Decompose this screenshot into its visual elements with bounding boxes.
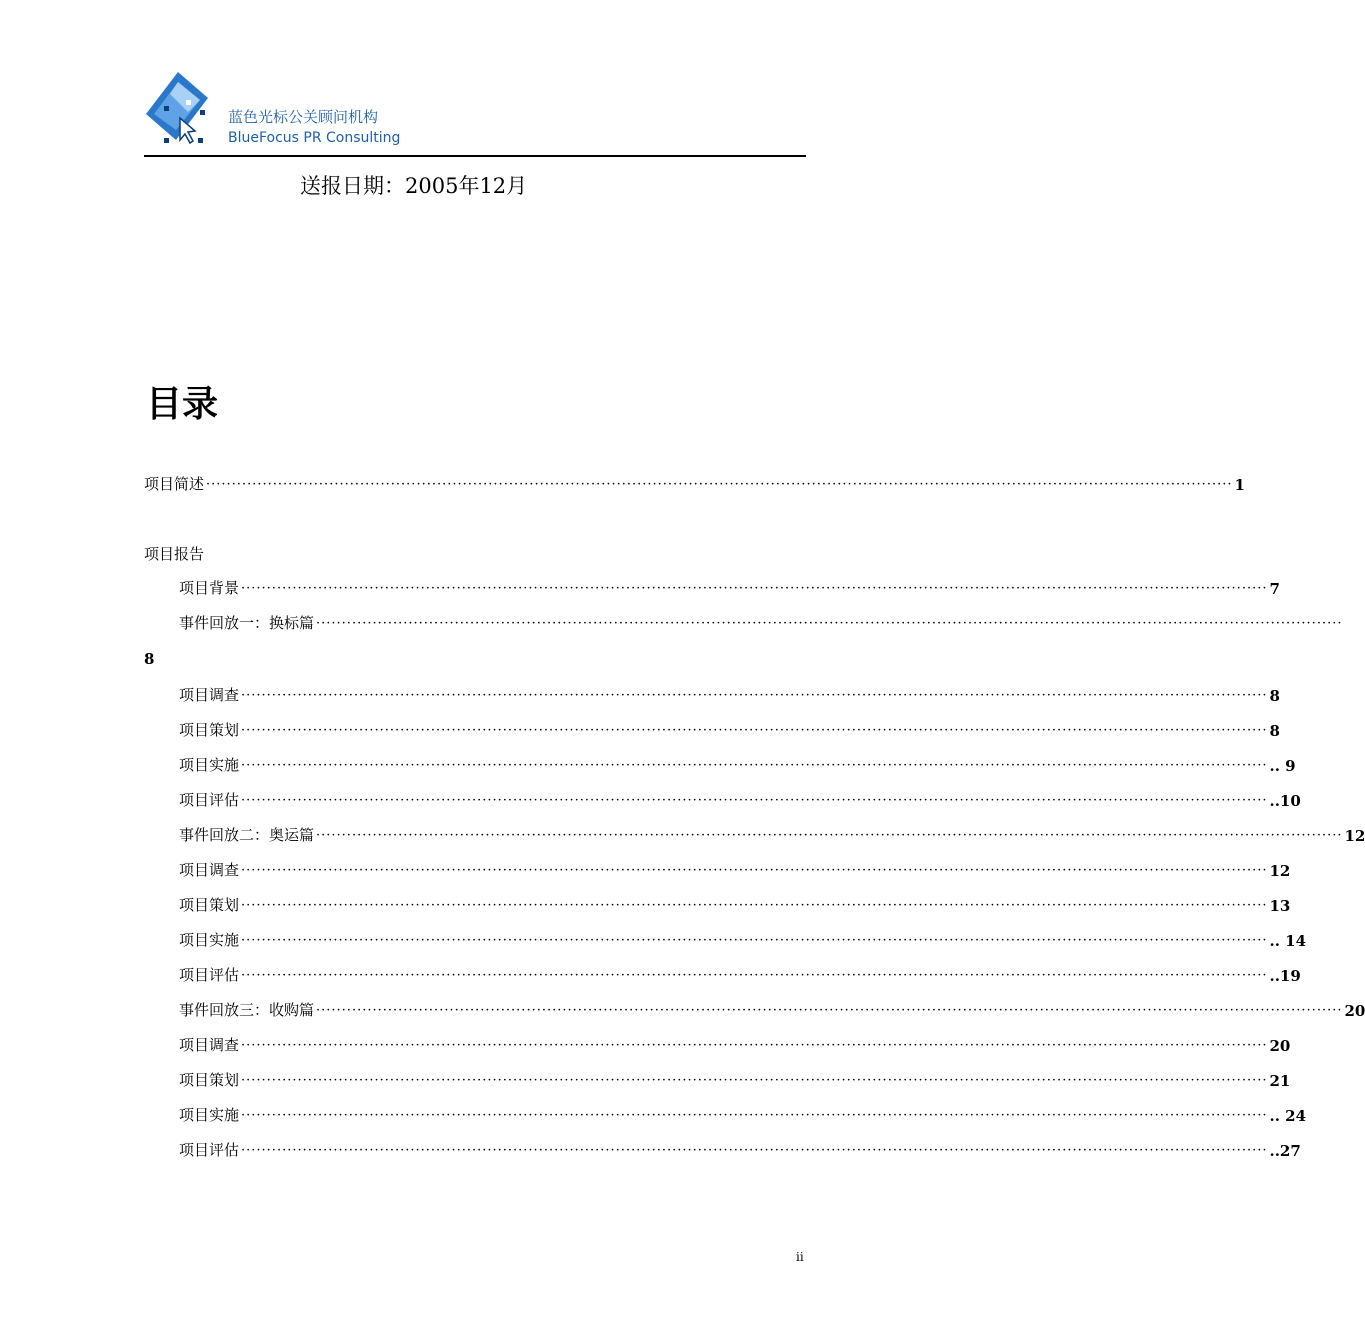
toc-dot-leader: ········································································································································································································ bbox=[316, 616, 1343, 631]
toc-dot-leader: ········································································································································································································ bbox=[241, 898, 1268, 913]
toc-entry-survey[interactable] bbox=[179, 1033, 1291, 1055]
footer-page-number: ii bbox=[796, 1250, 804, 1264]
toc-entry-event1-page: 8 bbox=[144, 650, 155, 668]
toc-entry-page: 13 bbox=[1269, 897, 1291, 915]
toc-entry-event1[interactable] bbox=[179, 611, 1343, 633]
toc-entry-evaluation[interactable] bbox=[179, 1138, 1301, 1160]
toc-dot-leader: ········································································································································································································ bbox=[241, 968, 1268, 983]
toc-entry-survey[interactable] bbox=[179, 683, 1280, 705]
toc-entry-page: .. 24 bbox=[1269, 1107, 1307, 1125]
toc-entry-implementation[interactable] bbox=[179, 753, 1296, 775]
toc-entry-event2[interactable] bbox=[179, 823, 1365, 845]
toc-entry-background[interactable] bbox=[179, 576, 1280, 598]
toc-title: 目录 bbox=[146, 384, 219, 425]
toc-entry-planning[interactable] bbox=[179, 1068, 1291, 1090]
toc-dot-leader: ········································································································································································································ bbox=[241, 933, 1268, 948]
toc-dot-leader: ········································································································································································································ bbox=[316, 1003, 1343, 1018]
toc-dot-leader: ········································································································································································································ bbox=[316, 828, 1343, 843]
toc-entry-page: 20 bbox=[1344, 1002, 1365, 1020]
toc-entry-page: 20 bbox=[1269, 1037, 1291, 1055]
toc-entry-page: .. 14 bbox=[1269, 932, 1307, 950]
toc-entry-planning[interactable] bbox=[179, 893, 1291, 915]
toc-dot-leader: ········································································································································································································ bbox=[241, 1073, 1268, 1088]
toc-entry-label: 项目调查 bbox=[179, 861, 240, 879]
toc-section-heading: 项目报告 bbox=[144, 545, 205, 563]
toc-dot-leader: ········································································································································································································ bbox=[241, 581, 1268, 596]
toc-entry-implementation[interactable] bbox=[179, 928, 1307, 950]
toc-entry-label: 项目评估 bbox=[179, 791, 240, 809]
bluefocus-logo-icon bbox=[142, 68, 222, 148]
toc-entry-implementation[interactable] bbox=[179, 1103, 1307, 1125]
toc-entry-page: ..27 bbox=[1269, 1142, 1301, 1160]
logo-english-name: BlueFocus PR Consulting bbox=[228, 130, 401, 146]
toc-entry-page: 21 bbox=[1269, 1072, 1291, 1090]
toc-entry-page: ..19 bbox=[1269, 967, 1301, 985]
toc-entry-label: 项目评估 bbox=[179, 966, 240, 984]
report-date: 送报日期：2005年12月 bbox=[300, 174, 528, 198]
toc-entry-label: 项目策划 bbox=[179, 896, 240, 914]
logo-chinese-name: 蓝色光标公关顾问机构 bbox=[228, 108, 379, 126]
toc-entry-page: 7 bbox=[1269, 580, 1280, 598]
toc-entry-label: 项目调查 bbox=[179, 1036, 240, 1054]
toc-dot-leader: ········································································································································································································ bbox=[241, 723, 1268, 738]
toc-dot-leader: ········································································································································································································ bbox=[241, 863, 1268, 878]
toc-entry-evaluation[interactable] bbox=[179, 788, 1301, 810]
toc-entry-overview[interactable] bbox=[144, 472, 1245, 494]
toc-dot-leader: ········································································································································································································ bbox=[241, 1143, 1268, 1158]
toc-entry-label: 项目实施 bbox=[179, 1106, 240, 1124]
toc-entry-page: .. 9 bbox=[1269, 757, 1296, 775]
toc-entry-page: 8 bbox=[1269, 687, 1280, 705]
toc-entry-evaluation[interactable] bbox=[179, 963, 1301, 985]
toc-entry-label: 项目策划 bbox=[179, 1071, 240, 1089]
toc-entry-label: 事件回放三：收购篇 bbox=[179, 1001, 315, 1019]
toc-dot-leader: ········································································································································································································ bbox=[241, 793, 1268, 808]
toc-entry-page: 12 bbox=[1344, 827, 1365, 845]
toc-dot-leader: ········································································································································································································ bbox=[241, 758, 1268, 773]
toc-entry-label: 事件回放一：换标篇 bbox=[179, 614, 315, 632]
toc-entry-label: 项目实施 bbox=[179, 756, 240, 774]
company-logo bbox=[142, 68, 404, 152]
toc-dot-leader: ········································································································································································································ bbox=[241, 1038, 1268, 1053]
toc-entry-page: 1 bbox=[1234, 476, 1245, 494]
toc-entry-event3[interactable] bbox=[179, 998, 1365, 1020]
header-rule bbox=[144, 155, 806, 157]
toc-entry-label: 事件回放二：奥运篇 bbox=[179, 826, 315, 844]
toc-entry-label: 项目简述 bbox=[144, 475, 205, 493]
toc-entry-label: 项目实施 bbox=[179, 931, 240, 949]
toc-dot-leader: ········································································································································································································ bbox=[241, 1108, 1268, 1123]
toc-dot-leader: ········································································································································································································ bbox=[241, 688, 1268, 703]
toc-entry-page: 8 bbox=[1269, 722, 1280, 740]
toc-entry-label: 项目评估 bbox=[179, 1141, 240, 1159]
toc-entry-planning[interactable] bbox=[179, 718, 1280, 740]
toc-entry-page: 12 bbox=[1269, 862, 1291, 880]
toc-entry-label: 项目策划 bbox=[179, 721, 240, 739]
toc-entry-survey[interactable] bbox=[179, 858, 1291, 880]
toc-dot-leader: ········································································································································································································ bbox=[206, 477, 1233, 492]
toc-entry-label: 项目调查 bbox=[179, 686, 240, 704]
toc-entry-page: ..10 bbox=[1269, 792, 1301, 810]
toc-entry-label: 项目背景 bbox=[179, 579, 240, 597]
